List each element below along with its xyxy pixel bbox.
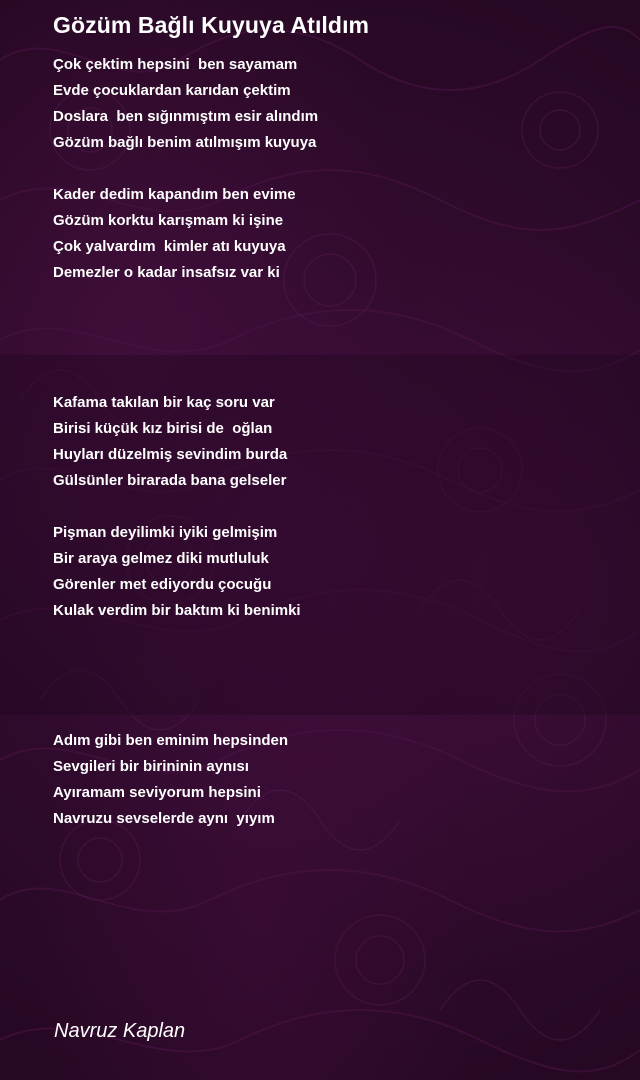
stanza-gap [53, 158, 613, 184]
stanza-gap [53, 288, 613, 392]
poem-author: Navruz Kaplan [54, 1020, 186, 1042]
poem-line: Evde çocuklardan karıdan çektim [53, 82, 291, 99]
poem-line: Görenler met ediyordu çocuğu [53, 576, 272, 593]
stanza-1 [53, 54, 613, 158]
stanza-2 [53, 184, 613, 288]
poem-line: Gözüm bağlı benim atılmışım kuyuya [53, 134, 317, 151]
poem-body [53, 54, 613, 834]
stanza-gap [53, 496, 613, 522]
poem-line: Birisi küçük kız birisi de oğlan [53, 420, 273, 437]
poem-line: Kafama takılan bir kaç soru var [53, 394, 275, 411]
stanza-5 [53, 730, 613, 834]
poem-line: Ayıramam seviyorum hepsini [53, 784, 261, 801]
poem-line: Adım gibi ben eminim hepsinden [53, 732, 289, 749]
stanza-4 [53, 522, 613, 626]
poem-line: Çok çektim hepsini ben sayamam [53, 56, 298, 73]
poem-line: Doslara ben sığınmıştım esir alındım [53, 108, 319, 125]
stanza-3 [53, 392, 613, 496]
poem-line: Bir araya gelmez diki mutluluk [53, 550, 269, 567]
poem-line: Kulak verdim bir baktım ki benimki [53, 602, 301, 619]
poem-line: Gülsünler birarada bana gelseler [53, 472, 287, 489]
poem-line: Pişman deyilimki iyiki gelmişim [53, 524, 278, 541]
poem-line: Kader dedim kapandım ben evime [53, 186, 296, 203]
poem-line: Navruzu sevselerde aynı yıyım [53, 810, 275, 827]
poem-line: Çok yalvardım kimler atı kuyuya [53, 238, 286, 255]
poem-line: Sevgileri bir birininin aynısı [53, 758, 249, 775]
poem-line: Gözüm korktu karışmam ki işine [53, 212, 284, 229]
poem-title: Gözüm Bağlı Kuyuya Atıldım [53, 12, 370, 38]
poem-line: Demezler o kadar insafsız var ki [53, 264, 280, 281]
poem-line: Huyları düzelmiş sevindim burda [53, 446, 288, 463]
stanza-gap [53, 626, 613, 730]
